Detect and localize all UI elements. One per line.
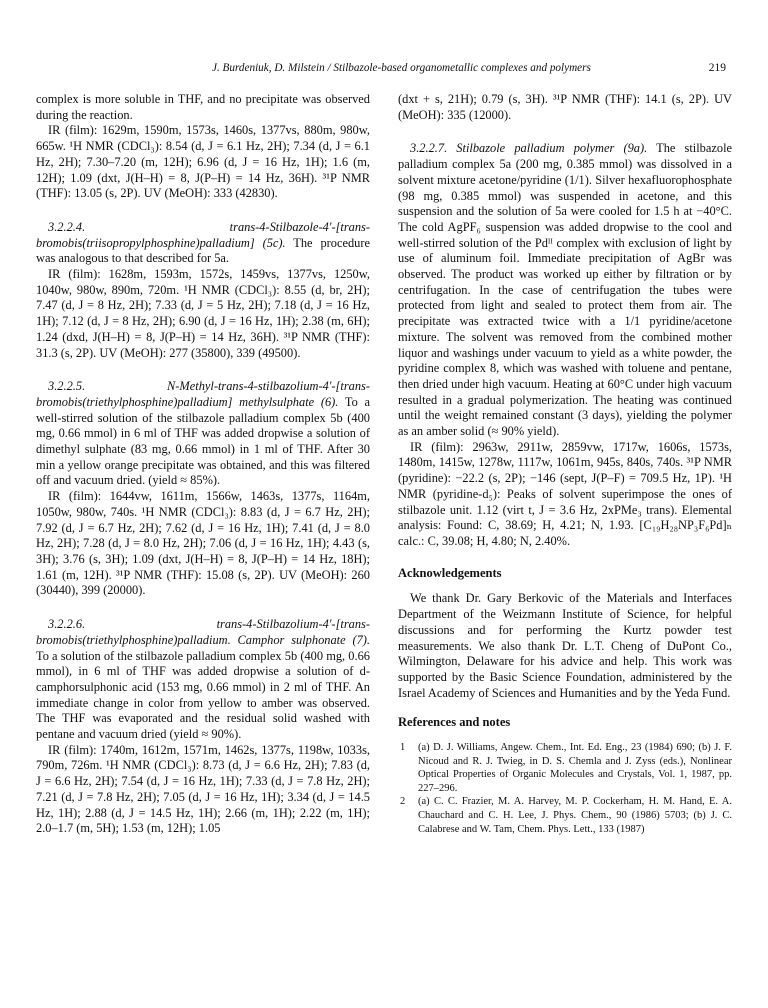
right-column bbox=[398, 92, 732, 836]
reference-text: (a) C. C. Frazier, M. A. Harvey, M. P. Cockerham, H. M. Hand, E. A. Chauchard and C. H. Lee, J. Phys. Chem., 90 (1986) 5703; (b) J. C. Calabrese and W. Tam, Chem. Phys. Lett., 133 (1987) bbox=[418, 796, 732, 835]
spectral-data-5b: IR (film): 1629m, 1590m, 1573s, 1460s, 1377vs, 880m, 980w, 665w. ¹H NMR (CDCl₃): 8.54 (d, J = 6.1 Hz, 2H); 7.34 (d, J = 6.1 Hz, 2H); 7.30–7.20 (m, 12H); 6.96 (d, J = 16 Hz, 1H); 1.6 (m, 12H); 1.09 (dxt, J(H–H) = 8, J(P–H) = 14 Hz, 36H). ³¹P NMR (THF): 13.05 (s, 2P). UV (MeOH): 333 (42830). bbox=[36, 123, 370, 201]
references-heading: References and notes bbox=[398, 715, 511, 730]
reference-item bbox=[398, 795, 732, 836]
page-number: 219 bbox=[708, 62, 726, 74]
spectral-data-7: IR (film): 1740m, 1612m, 1571m, 1462s, 1377s, 1198w, 1033s, 790m, 726m. ¹H NMR (CDCl₃): 8.73 (d, J = 6.6 Hz, 2H); 7.83 (d, J = 6.6 Hz, 2H); 7.54 (d, J = 16 Hz, 1H); 7.33 (d, J = 7.8 Hz, 2H); 7.21 (d, J = 7.8 Hz, 2H); 7.05 (d, J = 16 Hz, 1H); 3.34 (d, J = 14.5 Hz, 1H); 2.88 (d, J = 14.5 Hz, 1H); 2.66 (m, 1H); 2.22 (m, 1H); 2.0–1.7 (m, 5H); 1.53 (m, 12H); 1.05 bbox=[36, 742, 370, 836]
section-body: To a well-stirred solution of the stilbazole palladium complex 5b (400 mg, 0.66 mmol) in 6 ml of THF was added dropwise a solution of dimethyl sulphate (83 mg, 0.66 mmol) in 1 ml of THF. After 30 min a yellow orange precipitate was obtained, and this was filtered off and vacuum dried. (yield ≈ 85%). bbox=[36, 394, 370, 488]
running-head: J. Burdeniuk, D. Milstein / Stilbazole-based organometallic complexes and polymers bbox=[212, 62, 591, 74]
section-3-2-2-6 bbox=[36, 617, 370, 743]
acknowledgements-heading: Acknowledgements bbox=[398, 565, 502, 580]
section-3-2-2-4 bbox=[36, 220, 370, 267]
page-header bbox=[36, 62, 726, 78]
section-body: The procedure was analogous to that described for 5a. bbox=[36, 235, 370, 266]
reference-number: 1 bbox=[400, 742, 406, 754]
acknowledgements-body: We thank Dr. Gary Berkovic of the Materials and Interfaces Department of the Weizmann Institute of Science, for helpful discussions and for performing the Kurtz powder test measurements. We also thank Dr. L.T. Cheng of DuPont Co., Wilmington, Delaware for his advice and help. This work was supported by the Basic Science Foundation, administered by the Israel Academy of Sciences and Humanities and by the Yeda Fund. bbox=[398, 591, 732, 700]
section-3-2-2-7 bbox=[398, 141, 732, 439]
section-title: 3.2.2.5. N-Methyl-trans-4-stilbazolium-4'-[trans-bromobis(triethylphosphine)palladium] methylsulphate (6). bbox=[36, 379, 370, 409]
left-column bbox=[36, 92, 370, 837]
section-3-2-2-5-title bbox=[36, 379, 370, 489]
spectral-data-5c: IR (film): 1628m, 1593m, 1572s, 1459vs, 1377vs, 1250w, 1040w, 980w, 890m, 720m. ¹H NMR (CDCl₃): 8.55 (d, br, 2H); 7.47 (d, J = 8 Hz, 2H); 7.33 (d, J = 5 Hz, 2H); 7.18 (d, J = 16 Hz, 1H); 7.12 (d, J = 8 Hz, 2H); 6.90 (d, J = 16 Hz, 1H); 2.38 (m, 6H); 1.24 (dxd, J(H–H) = 8, J(P–H) = 14 Hz, 36H). ³¹P NMR (THF): 31.3 (s, 2P). UV (MeOH): 277 (35800), 339 (49500). bbox=[36, 267, 370, 360]
spectral-data-9a: IR (film): 2963w, 2911w, 2859vw, 1717w, 1606s, 1573s, 1480m, 1415w, 1278w, 1117w, 1061m, 945s, 840s, 740s. ³¹P NMR (pyridine): −22.2 (s, 2P); −146 (sept, J(P–F) = 709.5 Hz, 1P). ¹H NMR (pyridine-d₅): Peaks of solvent superimpose the ones of stilbazole unit. 1.12 (virt t, J = 3.6 Hz, 2xPMe₃ trans). Elemental analysis: Found: C, 38.69; H, 4.21; N, 1.93. [C₁₉H₂₈NP₃F₆Pd]ₙ calc.: C, 39.08; H, 4.80; N, 2.40%. bbox=[398, 439, 732, 548]
section-body: The stilbazole palladium complex 5a (200 mg, 0.385 mmol) was dissolved in a solvent mixture acetone/pyridine (1/1). Silver hexafluorophosphate (98 mg, 0.385 mmol) was suspended in acetone, and this suspension and the solution of 5a were cooled for 1.5 h at −40°C. The cold AgPF₆ suspension was added dropwise to the cool and well-stirred solution of the Pdᴵᴵ complex with exclusion of light by use of aluminum foil. Immediate precipitation of AgBr was observed. The product was worked up either by filtration or by centrifugation. In the case of centrifugation the tubes were protected from light and sealed to protect them from air. The precipitate was extracted twice with a 1/1 pyridine/acetone mixture. The solvent was removed from the combined mother liquor and washings under vacuum to yield as a white powder, the pyridine complex 8, which was washed with toluene and pentane, then dried under high vacuum. Heating at 60°C under high vacuum resulted in a gradual polymerization. The heating was continued until the weight remained constant (3 days), yielding the polymer as an amber solid (≈ 90% yield). bbox=[398, 141, 733, 439]
reference-list bbox=[398, 741, 732, 836]
reference-text: (a) D. J. Williams, Angew. Chem., Int. Ed. Eng., 23 (1984) 690; (b) J. F. Nicoud and R. J. Twieg, in D. S. Chemla and J. Zyss (eds.), Nonlinear Optical Properties of Organic Molecules and Crystals, Vol. 1, 1987, pp. 227–296. bbox=[418, 742, 732, 794]
section-title: 3.2.2.6. trans-4-Stilbazolium-4'-[trans-bromobis(triethylphosphine)palladium. Camphor sulphonate (7). bbox=[36, 617, 370, 647]
section-title: 3.2.2.7. Stilbazole palladium polymer (9a). bbox=[410, 141, 648, 156]
paragraph-continued: (dxt + s, 21H); 0.79 (s, 3H). ³¹P NMR (THF): 14.1 (s, 2P). UV (MeOH): 335 (12000). bbox=[398, 92, 732, 122]
reference-number: 2 bbox=[400, 796, 406, 808]
reference-item bbox=[398, 741, 732, 795]
section-title: 3.2.2.4. trans-4-Stilbazole-4'-[trans-bromobis(triisopropylphosphine)palladium] (5c). bbox=[36, 219, 370, 250]
section-body: To a solution of the stilbazole palladium complex 5b (400 mg, 0.66 mmol), in 6 ml of THF was added dropwise a solution of d-camphorsulphonic acid (153 mg, 0.66 mmol) in 2 ml of THF. An immediate change in color from yellow to amber was observed. The THF was evaporated and the residual solid washed with pentane and vacuum dried (yield ≈ 90%). bbox=[36, 648, 370, 742]
paragraph-continued: complex is more soluble in THF, and no precipitate was observed during the reaction. bbox=[36, 92, 370, 122]
spectral-data-6: IR (film): 1644vw, 1611m, 1566w, 1463s, 1377s, 1164m, 1050w, 980w, 740s. ¹H NMR (CDCl₃): 8.83 (d, J = 6.7 Hz, 2H); 7.92 (d, J = 6.7 Hz, 2H); 7.62 (d, J = 16 Hz, 1H); 7.41 (d, J = 8.0 Hz, 2H); 7.28 (d, J = 8.0 Hz, 2H); 7.06 (d, J = 16 Hz, 1H); 4.43 (s, 3H); 3.76 (s, 3H); 1.09 (dxt, J(H–H) = 8, J(P–H) = 14 Hz, 18H); 1.61 (m, 12H). ³¹P NMR (THF): 15.08 (s, 2P). UV (MeOH): 260 (30440), 399 (20000). bbox=[36, 489, 370, 598]
